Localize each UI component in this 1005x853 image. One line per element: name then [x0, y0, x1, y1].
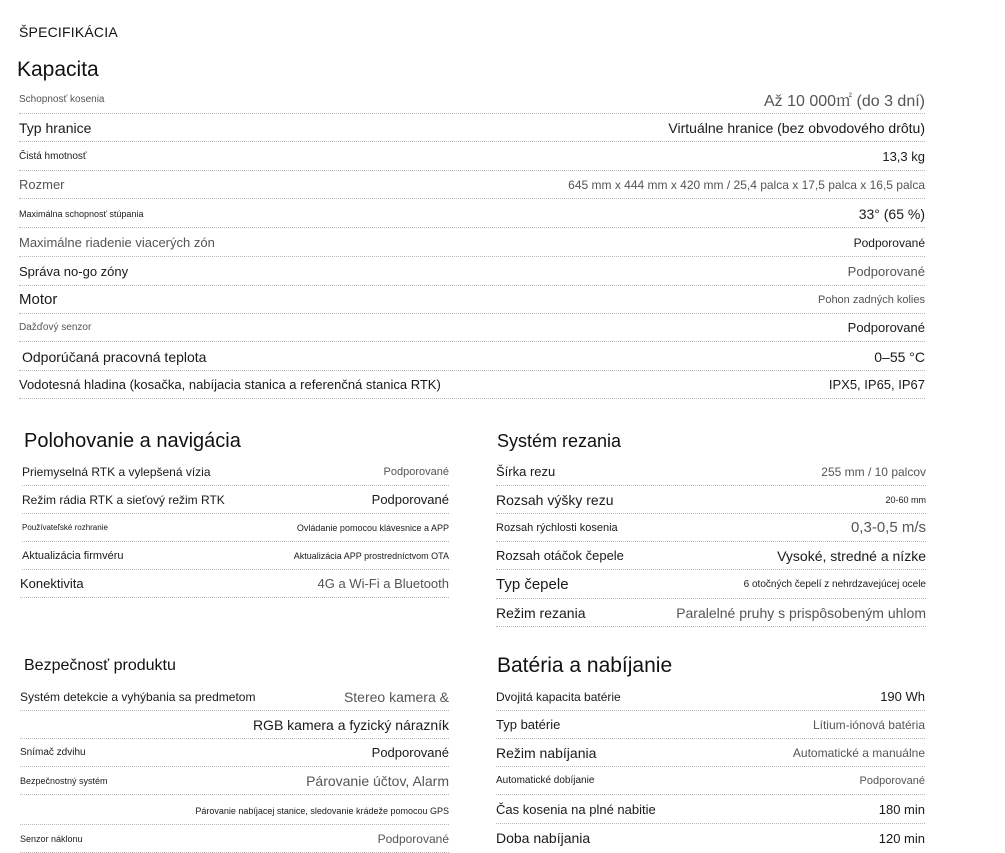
spec-label: Maximálne riadenie viacerých zón [19, 235, 215, 250]
spec-row [20, 825, 449, 853]
spec-label: Doba nabíjania [496, 830, 591, 846]
spec-value: 645 mm x 444 mm x 420 mm / 25,4 palca x 17,5 palca x 16,5 palca [568, 177, 925, 192]
spec-label: Senzor náklonu [20, 833, 83, 844]
spec-value: RGB kamera a fyzický nárazník [252, 716, 449, 733]
spec-label: Rozsah rýchlosti kosenia [496, 521, 618, 534]
spec-row [22, 458, 449, 486]
spec-value: Automatické a manuálne [792, 745, 925, 760]
spec-row [19, 143, 925, 171]
spec-value: Podporované [847, 264, 925, 279]
spec-row [496, 571, 926, 599]
spec-label: Rozsah výšky rezu [496, 491, 614, 508]
spec-row [19, 371, 925, 399]
spec-label: Správa no-go zóny [19, 264, 129, 279]
spec-row [496, 514, 926, 542]
spec-label: Čas kosenia na plné nabitie [496, 802, 656, 817]
spec-value: 0,3-0,5 m/s [850, 519, 926, 536]
spec-value: Virtuálne hranice (bez obvodového drôtu) [668, 119, 925, 136]
spec-label: Priemyselná RTK a vylepšená vízia [22, 464, 211, 479]
spec-row [496, 739, 925, 767]
page-label: ŠPECIFIKÁCIA [19, 24, 118, 40]
spec-value: Párovanie účtov, Alarm [306, 772, 449, 789]
spec-label: Režim rádia RTK a sieťový režim RTK [22, 492, 225, 507]
spec-row [19, 343, 925, 371]
spec-label: Bezpečnostný systém [20, 775, 108, 786]
spec-value: IPX5, IP65, IP67 [828, 377, 925, 392]
spec-row [496, 458, 926, 486]
spec-row [496, 683, 925, 711]
safety-heading: Bezpečnosť produktu [24, 657, 176, 674]
spec-value: 13,3 kg [882, 149, 925, 164]
spec-label: Používateľské rozhranie [22, 523, 108, 532]
spec-label: Rozsah otáčok čepele [496, 548, 624, 563]
spec-label: Typ hranice [19, 119, 92, 136]
spec-label: Schopnosť kosenia [19, 94, 105, 105]
spec-row [20, 767, 449, 795]
spec-label: Čistá hmotnosť [19, 151, 87, 162]
spec-value: Ovládanie pomocou klávesnice a APP [296, 522, 449, 533]
spec-value: 20-60 mm [885, 494, 926, 505]
spec-value: Podporované [847, 320, 925, 335]
spec-label: Aktualizácia firmvéru [22, 549, 124, 562]
spec-value: 255 mm / 10 palcov [821, 464, 926, 479]
spec-row [19, 314, 925, 342]
spec-row [496, 767, 925, 795]
spec-label: Systém detekcie a vyhýbania sa predmetom [20, 689, 256, 704]
spec-value: Paralelné pruhy s prispôsobeným uhlom [676, 604, 926, 621]
spec-row [19, 86, 925, 114]
spec-label: Šírka rezu [496, 464, 556, 479]
spec-row-continuation [20, 711, 449, 739]
spec-label: Dažďový senzor [19, 322, 92, 333]
spec-value: 120 min [878, 830, 925, 846]
battery-heading: Batéria a nabíjanie [497, 654, 673, 677]
spec-value: 4G a Wi-Fi a Bluetooth [317, 576, 449, 591]
spec-label: Režim rezania [496, 604, 586, 621]
spec-label: Snímač zdvihu [20, 747, 86, 758]
positioning-heading: Polohovanie a navigácia [24, 430, 241, 452]
spec-row [22, 514, 449, 542]
spec-value: 180 min [878, 802, 925, 817]
spec-value: Až 10 000㎡ (do 3 dní) [764, 93, 925, 110]
spec-value: Pohon zadných kolies [817, 293, 925, 306]
spec-row [19, 258, 925, 286]
spec-value: 33° (65 %) [858, 205, 925, 222]
spec-label: Automatické dobíjanie [496, 775, 595, 786]
spec-row [496, 486, 926, 514]
spec-row [19, 286, 925, 314]
spec-row [496, 599, 926, 627]
spec-value: Párovanie nabíjacej stanice, sledovanie krádeže pomocou GPS [195, 805, 449, 816]
spec-label: Odporúčaná pracovná teplota [22, 348, 207, 365]
spec-label: Konektivita [20, 576, 84, 591]
spec-value: Podporované [371, 745, 449, 760]
spec-value: Podporované [371, 492, 449, 507]
spec-value: 0–55 °C [874, 348, 925, 365]
spec-label: Dvojitá kapacita batérie [496, 689, 621, 704]
spec-row [20, 570, 449, 598]
spec-value: Stereo kamera & [343, 688, 449, 705]
spec-row [20, 739, 449, 767]
spec-value: Podporované [383, 465, 449, 478]
spec-row-continuation [20, 797, 449, 825]
spec-row [19, 114, 925, 142]
spec-value: Aktualizácia APP prostredníctvom OTA [293, 550, 449, 561]
cutting-heading: Systém rezania [497, 431, 622, 451]
spec-row [19, 229, 925, 257]
spec-label: Typ batérie [496, 717, 561, 732]
spec-row [19, 200, 925, 228]
spec-row [496, 542, 926, 570]
spec-row [20, 683, 449, 711]
spec-label: Vodotesná hladina (kosačka, nabíjacia stanica a referenčná stanica RTK) [19, 377, 441, 392]
spec-value: 6 otočných čepelí z nehrdzavejúcej ocele [743, 579, 926, 590]
spec-label: Maximálna schopnosť stúpania [19, 208, 144, 219]
spec-value: Vysoké, stredné a nízke [777, 547, 926, 564]
spec-label: Režim nabíjania [496, 744, 597, 761]
spec-label: Typ čepele [496, 576, 569, 593]
spec-value: Podporované [859, 774, 925, 787]
spec-value: Podporované [377, 831, 449, 846]
spec-row [496, 796, 925, 824]
spec-row [19, 171, 925, 199]
spec-value: Podporované [853, 235, 925, 250]
spec-value: Lítium-iónová batéria [812, 717, 925, 732]
spec-value: 190 Wh [880, 689, 925, 704]
spec-label: Rozmer [19, 177, 65, 192]
spec-row [22, 542, 449, 570]
spec-label: Motor [19, 291, 58, 308]
spec-row [22, 486, 449, 514]
capacity-heading: Kapacita [17, 58, 99, 81]
spec-row [496, 711, 925, 739]
spec-row [496, 824, 925, 852]
